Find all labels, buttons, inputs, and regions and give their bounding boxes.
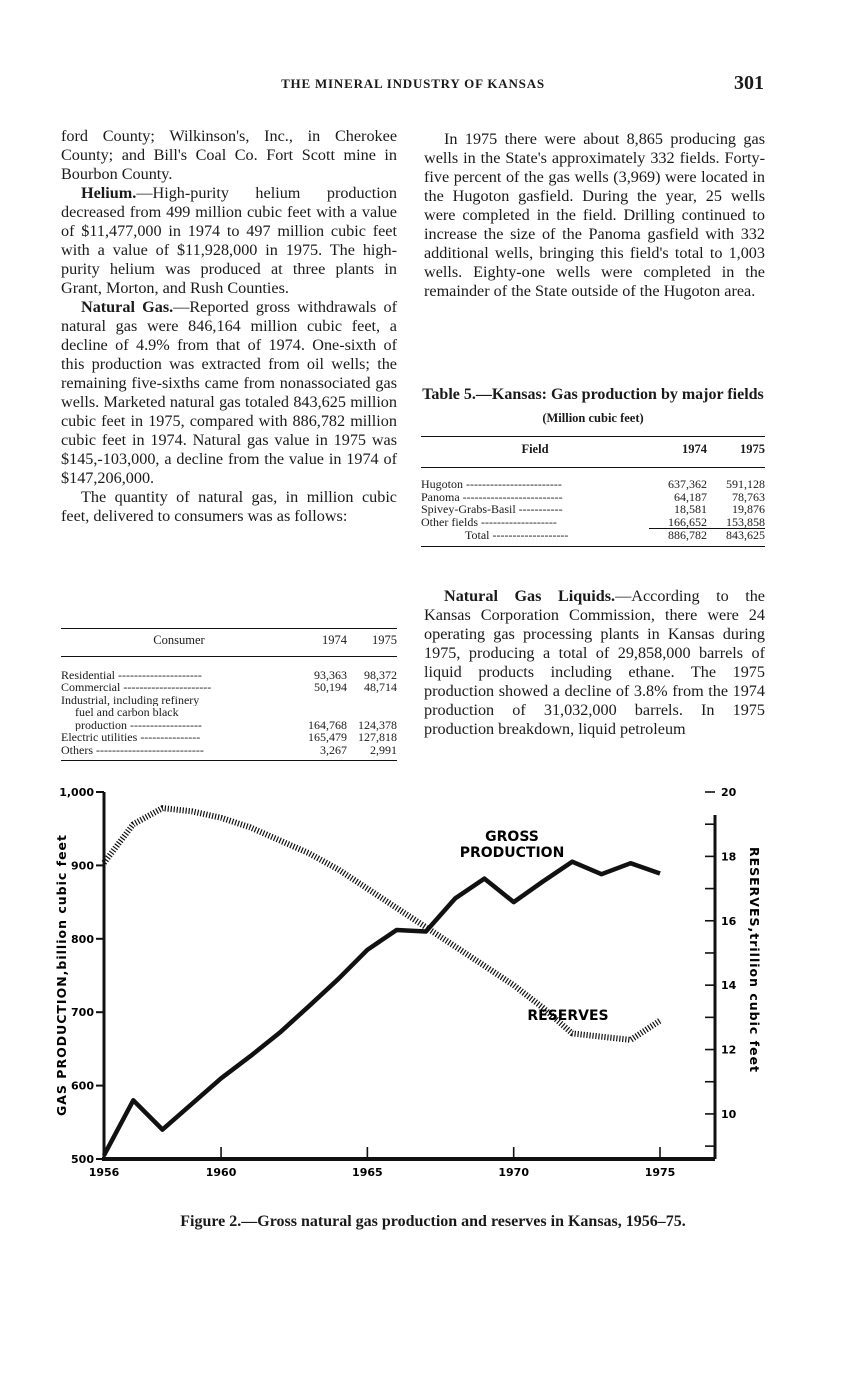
cell-1974: 165,479 <box>308 730 347 744</box>
gross-label-line1: GROSS <box>485 829 539 845</box>
right-column-bottom <box>424 587 765 739</box>
helium-heading: Helium. <box>81 184 137 202</box>
row-label: Residential <box>61 668 115 681</box>
cell-1974: 166,652 <box>649 516 707 529</box>
page-number: 301 <box>734 72 764 94</box>
cell-1974: 50,194 <box>314 680 347 694</box>
consumer-column-header: Consumer <box>153 633 205 647</box>
cell-1975: 843,625 <box>726 528 765 542</box>
paragraph-gas-wells: In 1975 there were about 8,865 producing gas wells in the State's approximately 332 fields. Forty-five percent of the gas wells (3,969) were located in the Hugoton gasfield. During the year, 25 wells were completed in the field. Drilling continued to increase the size of the Panoma gasfield with 332 additional wells, bringing this field's total to 1,003 wells. Eighty-one wells were completed in the remainder of the State outside of the Hugoton area. <box>424 130 765 300</box>
y-left-tick-label: 700 <box>71 1006 94 1020</box>
row-label: Spivey-Grabs-Basil <box>421 503 516 516</box>
cell-1974: 18,581 <box>674 502 707 516</box>
cell-1974: 3,267 <box>320 742 347 757</box>
paragraph-helium <box>61 184 397 298</box>
table-row: Industrial, including refinery <box>61 693 200 706</box>
table-5 <box>421 385 765 547</box>
cell-1975: 124,378 <box>358 717 397 732</box>
table-row: Residential --------------------- 93,363 98,372 <box>61 667 397 682</box>
cell-1975: 78,763 <box>732 489 765 504</box>
row-label: Others <box>61 743 93 756</box>
natural-gas-heading: Natural Gas. <box>81 298 174 316</box>
row-label: Commercial <box>61 681 121 694</box>
x-tick-label: 1960 <box>205 1166 237 1179</box>
y-right-tick-label: 18 <box>721 850 737 864</box>
cell-1974: 164,768 <box>308 717 347 732</box>
y-left-tick-label: 800 <box>71 932 94 946</box>
table-row: Electric utilities --------------- 165,479 127,818 <box>61 730 397 744</box>
y-right-tick-label: 14 <box>721 979 737 993</box>
reserves-label: RESERVES <box>527 1008 609 1024</box>
reserves-series-line <box>104 808 660 1040</box>
y-left-tick-label: 1,000 <box>59 786 94 799</box>
y-right-tick-label: 20 <box>721 786 737 799</box>
cell-1974: 64,187 <box>674 489 707 504</box>
table-5-unit: (Million cubic feet) <box>542 411 644 425</box>
y-right-tick-label: 12 <box>721 1043 737 1057</box>
consumer-table-header <box>61 629 397 656</box>
year-1974-header: 1974 <box>682 442 707 456</box>
year-1975-header: 1975 <box>740 442 765 456</box>
row-label: Total <box>465 528 490 542</box>
ngl-text: —According to the Kansas Corporation Commission, there were 24 operating gas processing plants in Kansas during 1975, producing a total of 29,858,000 barrels of liquid products including ethane. The 1975 production showed a decline of 3.8% from the 1974 production of 31,032,000 barrels. In 1975 production breakdown, liquid petroleum <box>424 587 765 738</box>
y-right-tick-label: 16 <box>721 914 737 928</box>
cell-1975: 2,991 <box>370 742 397 757</box>
table-row: production ------------------ 164,768 124,378 <box>75 717 397 732</box>
running-head: THE MINERAL INDUSTRY OF KANSAS <box>281 76 545 91</box>
row-label: Electric utilities <box>61 731 138 744</box>
table-row: Commercial ---------------------- 50,194 48,714 <box>61 680 397 694</box>
paragraph-delivered: The quantity of natural gas, in million cubic feet, delivered to consumers was as follows: <box>61 488 397 525</box>
table-row: fuel and carbon black <box>75 706 179 719</box>
y-left-tick-label: 600 <box>71 1079 94 1093</box>
right-column-top <box>424 130 765 301</box>
cell-1974: 93,363 <box>314 667 347 682</box>
table-5-caption: Table 5.—Kansas: Gas production by major fields <box>422 386 764 403</box>
y-right-tick-label: 10 <box>721 1107 737 1121</box>
row-label: Other fields <box>421 515 478 529</box>
field-column-header: Field <box>521 442 549 456</box>
cell-1975: 127,818 <box>358 730 397 744</box>
table-5-header <box>421 437 765 467</box>
cell-1975: 153,858 <box>707 516 765 529</box>
table-row: Other fields ------------------- 166,652 153,858 <box>421 514 765 529</box>
table-row: Hugoton ------------------------ 637,362 591,128 <box>421 477 765 491</box>
cell-1975: 48,714 <box>364 680 397 694</box>
table-row-total: Total ------------------- 886,782 843,625 <box>465 528 765 542</box>
cell-1974: 886,782 <box>668 528 707 542</box>
table-row: Others --------------------------- 3,267 2,991 <box>61 742 397 757</box>
x-tick-label: 1956 <box>88 1166 120 1179</box>
paragraph-ngl <box>424 587 765 739</box>
row-label: production <box>75 718 127 731</box>
row-label: Hugoton <box>421 478 463 491</box>
x-tick-label: 1975 <box>644 1166 676 1179</box>
cell-1975: 19,876 <box>732 502 765 516</box>
figure-caption: Figure 2.—Gross natural gas production and reserves in Kansas, 1956–75. <box>180 1213 686 1230</box>
table-5-body <box>421 478 765 542</box>
x-tick-label: 1965 <box>352 1166 383 1179</box>
y-left-tick-label: 900 <box>71 859 94 873</box>
year-1975-header: 1975 <box>372 633 397 647</box>
consumer-table <box>61 628 397 761</box>
cell-1975: 98,372 <box>364 667 397 682</box>
cell-1974: 637,362 <box>668 477 707 491</box>
consumer-table-body <box>61 669 397 757</box>
cell-1975: 591,128 <box>726 477 765 491</box>
table-row: Panoma ------------------------- 64,187 78,763 <box>421 489 765 504</box>
page-header <box>60 72 766 98</box>
ngl-heading: Natural Gas Liquids. <box>444 587 616 605</box>
natural-gas-text: —Reported gross withdrawals of natural gas were 846,164 million cubic feet, a decline of 4.9% from that of 1974. One-sixth of this production was extracted from oil wells; the remaining five-sixths came from nonassociated gas wells. Marketed natural gas totaled 843,625 million cubic feet in 1975, compared with 886,782 million cubic feet in 1974. Natural gas value in 1975 was $145,-103,000, a decline from the value in 1974 of $147,206,000. <box>61 298 398 487</box>
figure-2-chart <box>0 775 866 1205</box>
table-row: Spivey-Grabs-Basil ----------- 18,581 19,876 <box>421 502 765 516</box>
x-tick-label: 1970 <box>498 1166 529 1179</box>
helium-text: —High-purity helium production decreased from 499 million cubic feet with a value of $11,477,000 in 1974 to 497 million cubic feet with a value of $11,928,000 in 1975. The high-purity helium was produced at three plants in Grant, Morton, and Rush Counties. <box>61 184 397 297</box>
paragraph-coal-mines: ford County; Wilkinson's, Inc., in Cherokee County; and Bill's Coal Co. Fort Scott mine in Bourbon County. <box>61 127 397 183</box>
row-label: Panoma <box>421 490 460 503</box>
y-right-axis-title: RESERVES,trillion cubic feet <box>747 846 762 1074</box>
y-left-axis-title: GAS PRODUCTION,billion cubic feet <box>54 833 69 1117</box>
paragraph-natural-gas <box>61 298 397 488</box>
gross-label-line2: PRODUCTION <box>459 845 565 861</box>
year-1974-header: 1974 <box>322 633 347 647</box>
left-column <box>61 127 397 526</box>
y-left-tick-label: 500 <box>71 1153 94 1166</box>
